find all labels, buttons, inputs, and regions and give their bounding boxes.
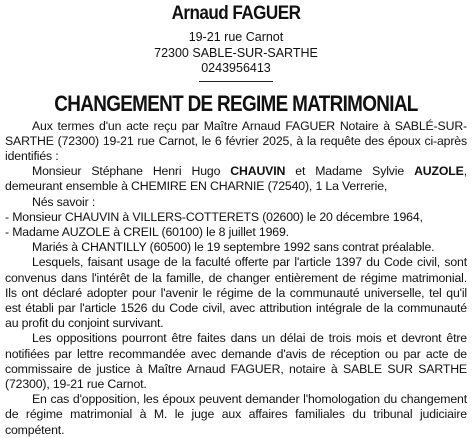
spouses-prefix: Monsieur Stéphane Henri Hugo xyxy=(32,164,231,179)
oppositions-paragraph: Les oppositions pourront être faites dans un délai de trois mois et devront être notifiées par lettre recommandée avec demande d'avis de réception ou par acte de commissaire de justice à Maître Arnaud FAGUER, notaire à SABLE SUR SARTHE (72300), 19-21 rue Carnot. xyxy=(5,331,467,391)
homologation-paragraph: En cas d'opposition, les époux peuvent demander l'homologation du changement de régime matrimonial à M. le juge aux affaires familiales du tribunal judiciaire compétent. xyxy=(5,392,467,437)
header-separator xyxy=(199,81,273,82)
phone-number: 0243956413 xyxy=(201,61,271,75)
marriage-paragraph: Mariés à CHANTILLY (60500) le 19 septembre 1992 sans contrat préalable. xyxy=(32,240,435,255)
decision-paragraph: Lesquels, faisant usage de la faculté offerte par l'article 1397 du Code civil, sont convenus dans l'intérêt de la famille, de changer entièrement de régime matrimonial. Ils ont déclaré adopter pour l'avenir le régime de la communauté universelle, tel qu'il est établi par l'article 1526 du Code civil, avec attribution intégrale de la communauté au profit du conjoint survivant. xyxy=(5,255,467,331)
spouses-suffix: , demeurant ensemble à CHEMIRE EN CHARNIE (72540), 1 La Verrerie, xyxy=(5,164,467,194)
spouses-middle: et Madame Sylvie xyxy=(285,164,415,179)
born-label: Nés savoir : xyxy=(32,194,96,209)
notary-name: Arnaud FAGUER xyxy=(171,3,301,24)
address-city: 72300 SABLE-SUR-SARTHE xyxy=(154,45,318,60)
notice-title: CHANGEMENT DE REGIME MATRIMONIAL xyxy=(54,90,418,116)
notice-body xyxy=(5,119,467,438)
birth-line-1: - Monsieur CHAUVIN à VILLERS-COTTERETS (02600) le 20 décembre 1964, xyxy=(5,209,423,224)
notary-address xyxy=(5,30,467,77)
spouses-paragraph xyxy=(5,164,467,194)
birth-line-2: - Madame AUZOLE à CREIL (60100) le 8 juillet 1969. xyxy=(5,224,289,239)
spouse1-surname: CHAUVIN xyxy=(230,164,286,179)
intro-paragraph: Aux termes d'un acte reçu par Maître Arnaud FAGUER Notaire à SABLÉ-SUR-SARTHE (72300) 19-21 rue Carnot, le 6 février 2025, à la requête des époux ci-après identifiés : xyxy=(5,118,467,163)
address-street: 19-21 rue Carnot xyxy=(188,30,284,44)
spouse2-surname: AUZOLE xyxy=(414,164,464,179)
